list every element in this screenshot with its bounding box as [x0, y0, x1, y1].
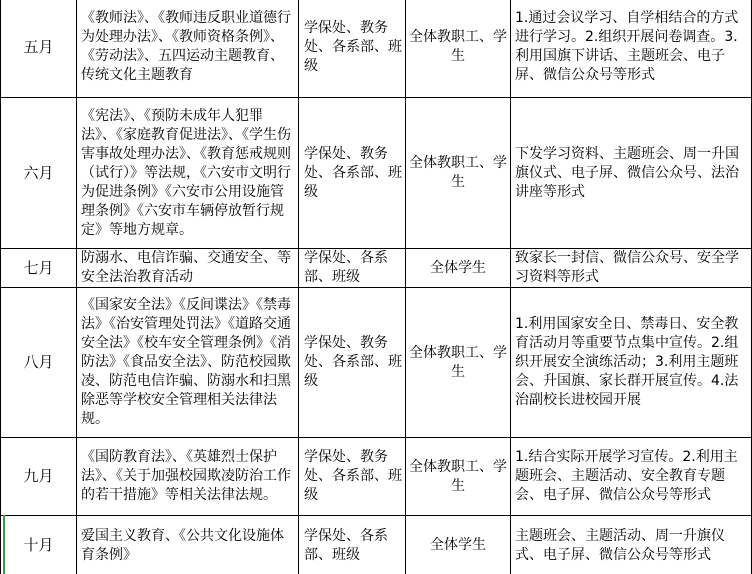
content-cell: 《国防教育法》、《英雄烈士保护法》、《关于加强校园欺凌防治工作的若干措施》等相关法律法规。: [77, 438, 299, 516]
content-cell: 《教师法》、《教师违反职业道德行为处理办法》、《教师资格条例》、《劳动法》、五四运动主题教育、传统文化主题教育: [77, 0, 299, 98]
content-cell: 《宪法》、《预防未成年人犯罪法》、《家庭教育促进法》、《学生伤害事故处理办法》、《教育惩戒规则（试行）》等法规，《六安市文明行为促进条例》《六安市公用设施管理条例》《六安市车辆停放暂行规定》等地方规章。: [77, 98, 299, 249]
department-cell: 学保处、教务处、各系部、班级: [299, 98, 406, 249]
department-cell: 学保处、教务处、各系部、班级: [299, 438, 406, 516]
month-cell: 六月: [1, 98, 77, 249]
month-cell: 五月: [1, 0, 77, 98]
month-cell: 十月: [1, 516, 77, 574]
audience-cell: 全体学生: [406, 249, 511, 288]
month-cell: 七月: [1, 249, 77, 288]
content-cell: 防溺水、电信诈骗、交通安全、等安全法治教育活动: [77, 249, 299, 288]
department-cell: 学保处、教务处、各系部、班级: [299, 0, 406, 98]
form-cell: 1.结合实际开展学习宣传。2.利用主题班会、主题活动、安全教育专题会、电子屏、微信公众号等形式: [511, 438, 752, 516]
department-cell: 学保处、教务处、各系部、班级: [299, 288, 406, 438]
audience-cell: 全体学生: [406, 516, 511, 574]
table-row: [1, 0, 752, 98]
month-cell: 八月: [1, 288, 77, 438]
form-cell: 主题班会、主题活动、周一升旗仪式、电子屏、微信公众号等形式: [511, 516, 752, 574]
table-row: [1, 438, 752, 516]
audience-cell: 全体教职工、学生: [406, 98, 511, 249]
table-row: [1, 249, 752, 288]
form-cell: 致家长一封信、微信公众号、安全学习资料等形式: [511, 249, 752, 288]
department-cell: 学保处、各系部、班级: [299, 249, 406, 288]
form-cell: 1.利用国家安全日、禁毒日、安全教育活动月等重要节点集中宣传。2.组织开展安全演练活动；3.利用主题班会、升国旗、家长群开展宣传。4.法治副校长进校园开展: [511, 288, 752, 438]
table-row: [1, 98, 752, 249]
month-cell: 九月: [1, 438, 77, 516]
content-cell: 《国家安全法》《反间谍法》《禁毒法》《治安管理处罚法》《道路交通安全法》《校车安全管理条例》《消防法》《食品安全法》、防范校园欺凌、防范电信诈骗、防溺水和扫黑除恶等学校安全管理相关法律法规。: [77, 288, 299, 438]
form-cell: 下发学习资料、主题班会、周一升国旗仪式、电子屏、微信公众号、法治讲座等形式: [511, 98, 752, 249]
content-cell: 爱国主义教育、《公共文化设施体育条例》: [77, 516, 299, 574]
audience-cell: 全体教职工、学生: [406, 438, 511, 516]
table-row: [1, 516, 752, 574]
audience-cell: 全体教职工、学生: [406, 288, 511, 438]
cell-selection-edge: [3, 515, 5, 574]
department-cell: 学保处、各系部、班级: [299, 516, 406, 574]
form-cell: 1.通过会议学习、自学相结合的方式进行学习。2.组织开展问卷调查。3.利用国旗下讲话、主题班会、电子屏、微信公众号等形式: [511, 0, 752, 98]
audience-cell: 全体教职工、学生: [406, 0, 511, 98]
table-row: [1, 288, 752, 438]
